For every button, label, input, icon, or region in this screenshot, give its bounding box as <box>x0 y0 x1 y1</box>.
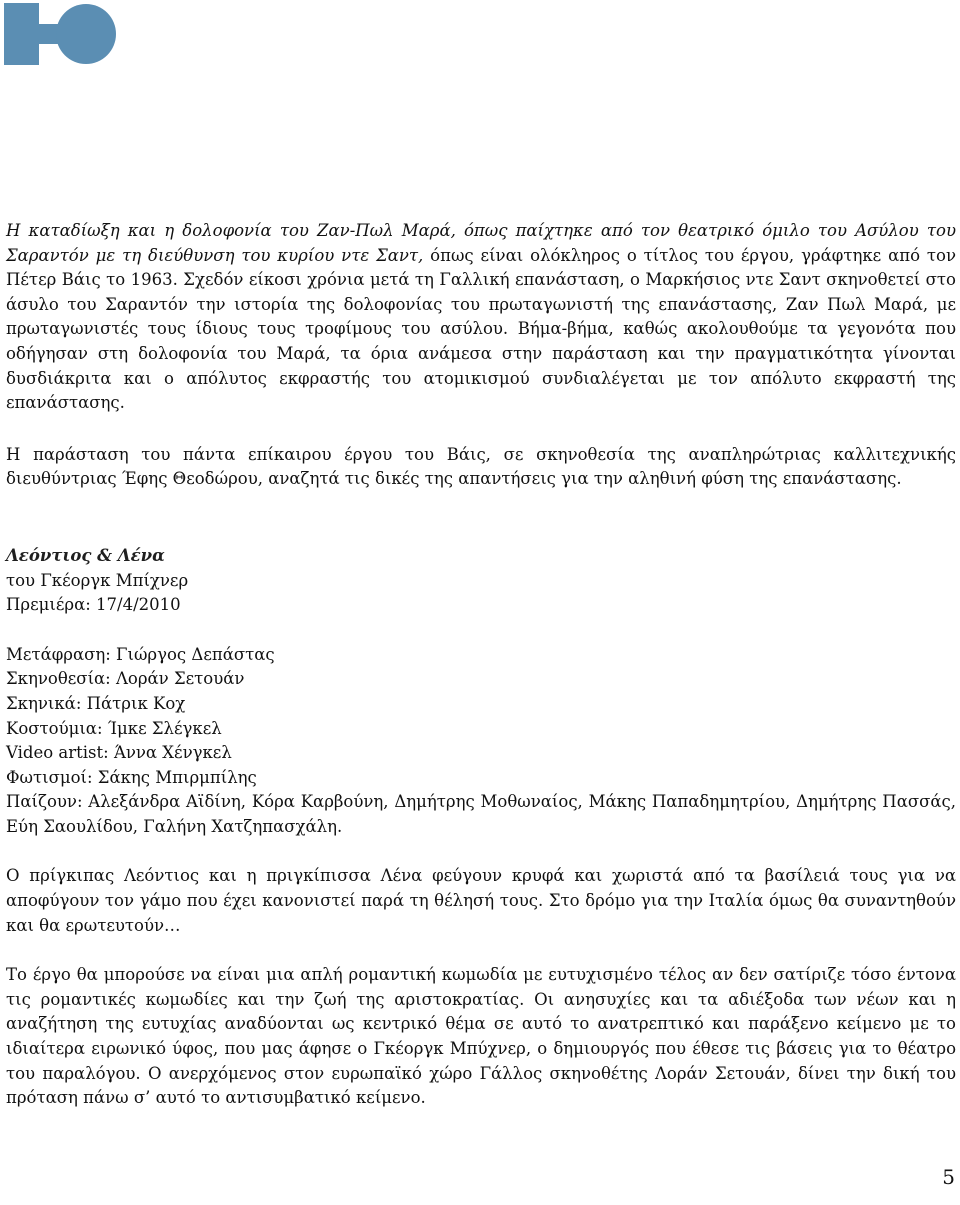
play1-description: όπως είναι ολόκληρος ο τίτλος του έργου, γράφτηκε από τον Πέτερ Βάις το 1963. Σχεδόν είκοσι χρόνια μετά τη Γαλλική επανάσταση, ο Μαρκήσιος ντε Σαντ σκηνοθετεί στο άσυλο του Σαραντόν την ιστορία της δολοφονίας του πρωταγωνιστή της επανάστασης, Ζαν Πωλ Μαρά, με πρωταγωνιστές τους ίδιους τους τροφίμους του ασύλου. Βήμα-βήμα, καθώς ακολουθούμε τα γεγονότα που οδήγησαν στη δολοφονία του Μαρά, τα όρια ανάμεσα στην παράσταση και την πραγματικότητα γίνονται δυσδιάκριτα και ο απόλυτος εκφραστής του ατομικισμού συνδιαλέγεται με τον απόλυτο εκφραστή της επανάστασης. <box>6 245 956 413</box>
play2-author: του Γκέοργκ Μπίχνερ <box>6 570 189 590</box>
credit-costumes: Κοστούμια: Ίμκε Σλέγκελ <box>6 718 222 738</box>
credit-video: Video artist: Άννα Χένγκελ <box>6 743 232 763</box>
credit-sets: Σκηνικά: Πάτρικ Κοχ <box>6 693 186 713</box>
credit-lighting: Φωτισμοί: Σάκης Μπιρμπίλης <box>6 767 257 787</box>
play2-premiere: Πρεμιέρα: 17/4/2010 <box>6 595 181 615</box>
play2-heading-block <box>6 544 956 618</box>
page-number: 5 <box>942 1165 955 1189</box>
play1-full-title: Η καταδίωξη και η δολοφονία του Ζαν-Πωλ Μαρά, όπως παίχτηκε από τον θεατρικό όμιλο του Ασύλου του Σαραντόν με τη διεύθυνση του κυρίου ντε Σαντ, <box>6 221 956 265</box>
play2-paragraph-1: Ο πρίγκιπας Λεόντιος και η πριγκίπισσα Λένα φεύγουν κρυφά και χωριστά από τα βασίλειά τους για να αποφύγουν τον γάμο που έχει κανονιστεί παρά τη θέλησή τους. Στο δρόμο για την Ιταλία όμως θα συναντηθούν και θα ερωτευτούν… <box>6 866 956 935</box>
document-body <box>6 219 956 1111</box>
credit-direction: Σκηνοθεσία: Λοράν Σετουάν <box>6 669 245 689</box>
play1-paragraph-2: Η παράσταση του πάντα επίκαιρου έργου του Βάις, σε σκηνοθεσία της αναπληρώτριας καλλιτεχνικής διευθύντριας Έφης Θεοδώρου, αναζητά τις δικές της απαντήσεις για την αληθινή φύση της επανάστασης. <box>6 444 956 489</box>
play1-paragraph-1 <box>6 219 956 416</box>
play2-title: Λεόντιος & Λένα <box>6 545 165 565</box>
credit-cast: Παίζουν: Αλεξάνδρα Αϊδίνη, Κόρα Καρβούνη, Δημήτρης Μοθωναίος, Μάκης Παπαδημητρίου, Δημήτρης Πασσάς, Εύη Σαουλίδου, Γαλήνη Χατζηπασχάλη. <box>6 792 956 836</box>
play2-paragraph-2: Το έργο θα μπορούσε να είναι μια απλή ρομαντική κωμωδία με ευτυχισμένο τέλος αν δεν σατίριζε τόσο έντονα τις ρομαντικές κωμωδίες και την ζωή της αριστοκρατίας. Οι ανησυχίες και τα αδιέξοδα των νέων και η αναζήτηση της ευτυχίας αναδύονται ως κεντρικό θέμα σε αυτό το ανατρεπτικό και παράξενο κείμενο με το ιδιαίτερα ειρωνικό ύφος, που μας άφησε ο Γκέοργκ Μπύχνερ, ο δημιουργός που έθεσε τις βάσεις για το θέατρο του παραλόγου. Ο ανερχόμενος στον ευρωπαϊκό χώρο Γάλλος σκηνοθέτης Λοράν Σετουάν, δίνει την δική του πρόταση πάνω σ’ αυτό το αντισυμβατικό κείμενο. <box>6 965 956 1108</box>
play2-credits <box>6 643 956 840</box>
credit-translation: Μετάφραση: Γιώργος Δεπάστας <box>6 644 275 664</box>
theatre-logo <box>4 3 116 65</box>
